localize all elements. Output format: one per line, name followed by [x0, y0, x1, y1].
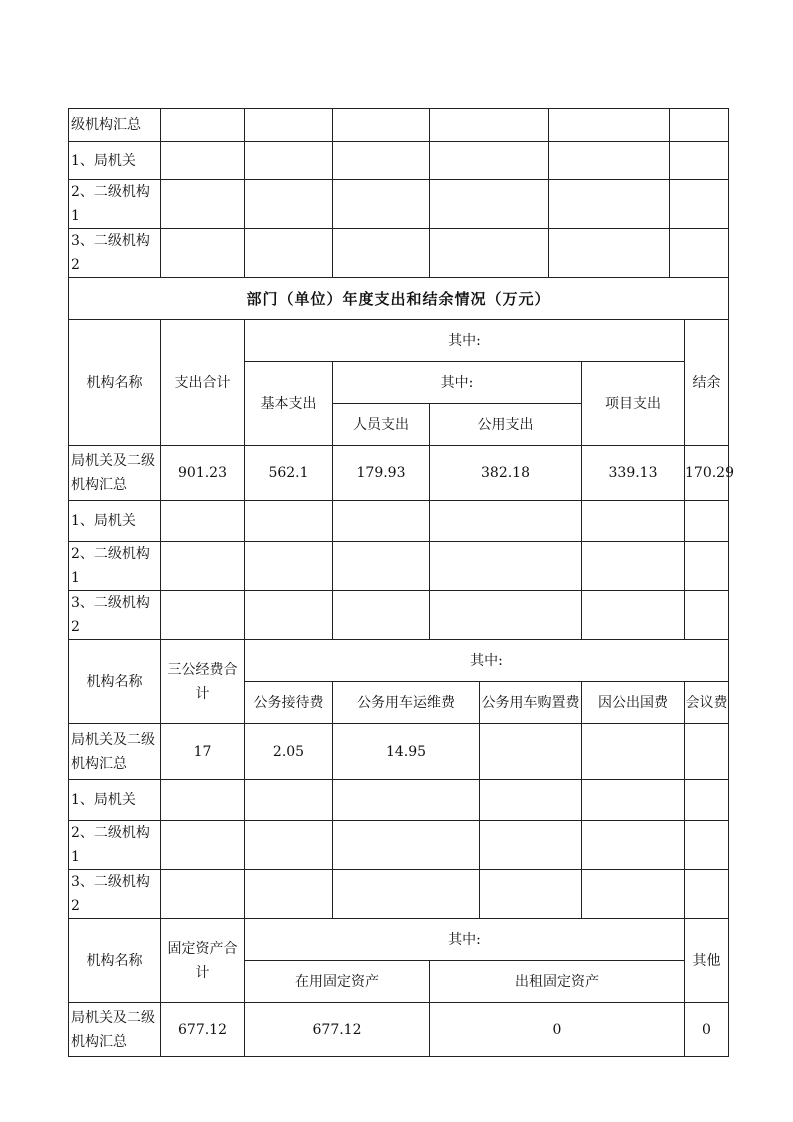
section-title-row: [69, 278, 729, 320]
value-reception: 2.05: [245, 724, 333, 780]
org-name-cell: 局机关及二级机构汇总: [69, 724, 161, 780]
table-row: [69, 501, 729, 542]
value-public: 382.18: [430, 446, 582, 501]
header-row: [69, 640, 729, 682]
header-three-public-total: 三公经费合计: [161, 640, 245, 724]
table-row: [69, 821, 729, 870]
header-total: 支出合计: [161, 320, 245, 446]
header-org-name: 机构名称: [69, 919, 161, 1003]
summary-row: [69, 1003, 729, 1057]
org-name-cell: 3、二级机构 2: [69, 229, 161, 278]
header-reception: 公务接待费: [245, 682, 333, 724]
header-public: 公用支出: [430, 404, 582, 446]
header-project: 项目支出: [582, 362, 685, 446]
header-vehicle-ops: 公务用车运维费: [333, 682, 480, 724]
summary-row: [69, 446, 729, 501]
org-name-cell: 1、局机关: [69, 501, 161, 542]
header-of-which: 其中:: [245, 919, 685, 961]
org-name-cell: 级机构汇总: [69, 109, 161, 142]
value-total: 677.12: [161, 1003, 245, 1057]
table-row: [69, 142, 729, 180]
header-other: 其他: [685, 919, 729, 1003]
table-row: [69, 870, 729, 919]
value-vehicle-purchase: [480, 724, 582, 780]
budget-sheet: [68, 108, 734, 1057]
value-in-use: 677.12: [245, 1003, 430, 1057]
header-leased: 出租固定资产: [430, 961, 685, 1003]
header-in-use: 在用固定资产: [245, 961, 430, 1003]
value-total: 901.23: [161, 446, 245, 501]
org-name-cell: 局机关及二级机构汇总: [69, 1003, 161, 1057]
header-of-which: 其中:: [245, 640, 729, 682]
org-name-cell: 1、局机关: [69, 780, 161, 821]
header-row: [69, 320, 729, 362]
header-basic: 基本支出: [245, 362, 333, 446]
org-name-cell: 局机关及二级机构汇总: [69, 446, 161, 501]
org-name-cell: 3、二级机构 2: [69, 870, 161, 919]
table-row: [69, 109, 729, 142]
org-name-cell: 3、二级机构 2: [69, 591, 161, 640]
value-leased: 0: [430, 1003, 685, 1057]
header-abroad: 因公出国费: [582, 682, 685, 724]
value-project: 339.13: [582, 446, 685, 501]
header-of-which-inner: 其中:: [333, 362, 582, 404]
header-row: [69, 919, 729, 961]
value-personnel: 179.93: [333, 446, 430, 501]
value-meeting: [685, 724, 729, 780]
value-vehicle-ops: 14.95: [333, 724, 480, 780]
table-row: [69, 780, 729, 821]
value-basic: 562.1: [245, 446, 333, 501]
value-abroad: [582, 724, 685, 780]
summary-row: [69, 724, 729, 780]
value-other: 0: [685, 1003, 729, 1057]
value-surplus: 170.29: [685, 446, 729, 501]
header-of-which: 其中:: [245, 320, 685, 362]
table-row: [69, 229, 729, 278]
header-org-name: 机构名称: [69, 640, 161, 724]
header-surplus: 结余: [685, 320, 729, 446]
budget-table: [68, 108, 734, 1057]
table-row: [69, 180, 729, 229]
header-fixed-assets-total: 固定资产合计: [161, 919, 245, 1003]
section-title: 部门（单位）年度支出和结余情况（万元）: [69, 278, 729, 320]
org-name-cell: 2、二级机构 1: [69, 180, 161, 229]
org-name-cell: 1、局机关: [69, 142, 161, 180]
table-row: [69, 542, 729, 591]
table-row: [69, 591, 729, 640]
org-name-cell: 2、二级机构 1: [69, 542, 161, 591]
header-vehicle-purchase: 公务用车购置费: [480, 682, 582, 724]
header-org-name: 机构名称: [69, 320, 161, 446]
org-name-cell: 2、二级机构 1: [69, 821, 161, 870]
header-personnel: 人员支出: [333, 404, 430, 446]
header-meeting: 会议费: [685, 682, 729, 724]
value-total: 17: [161, 724, 245, 780]
